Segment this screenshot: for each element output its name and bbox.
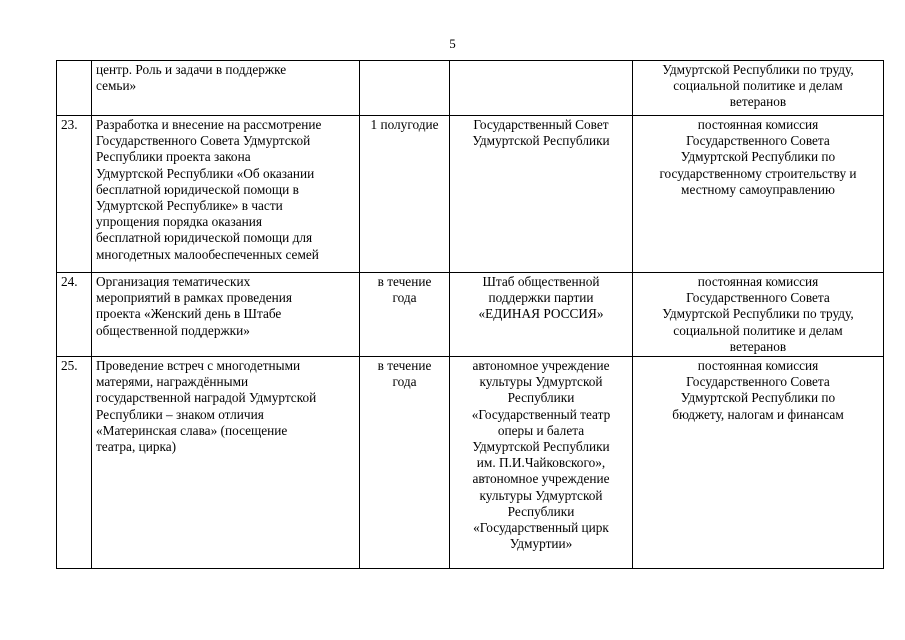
executor-text-line: культуры Удмуртской <box>479 374 603 390</box>
event-cell <box>92 357 360 569</box>
event-text-line: матерями, награждёнными <box>96 374 249 390</box>
table-body <box>57 61 884 569</box>
events-table <box>56 60 884 569</box>
row-number-cell: 23. <box>57 116 92 273</box>
page-number: 5 <box>449 36 456 51</box>
event-text-line: мероприятий в рамках проведения <box>96 290 293 306</box>
executor-cell <box>450 357 633 569</box>
term-text-line: года <box>392 290 417 306</box>
executor-text-line: «ЕДИНАЯ РОССИЯ» <box>478 306 604 322</box>
term-cell <box>360 273 450 357</box>
event-text-line: бесплатной юридической помощи для <box>96 230 313 246</box>
event-text-line: Проведение встреч с многодетными <box>96 358 301 374</box>
executor-text-line: Республики <box>507 390 575 406</box>
responsible-cell <box>633 357 884 569</box>
executor-text-line: Штаб общественной <box>482 274 600 289</box>
executor-text-line: оперы и балета <box>497 422 585 438</box>
responsible-cell <box>633 116 884 273</box>
responsible-cell <box>633 273 884 357</box>
event-text-line: центр. Роль и задачи в поддержке <box>96 62 287 77</box>
table-row <box>57 273 884 357</box>
event-text-line: общественной поддержки» <box>96 322 250 338</box>
executor-text-line: поддержки партии <box>488 290 594 306</box>
executor-text-line: «Государственный цирк <box>473 520 609 536</box>
event-text-line: театра, цирка) <box>96 439 177 455</box>
table-row <box>57 357 884 569</box>
responsible-text-line: постоянная комиссия <box>697 274 819 289</box>
event-text-line: семьи» <box>96 78 137 94</box>
responsible-text-line: Удмуртской Республики по труду, <box>662 62 854 77</box>
executor-text-line: «Государственный театр <box>471 406 611 422</box>
executor-text-line: автономное учреждение <box>472 471 610 487</box>
responsible-text-line: ветеранов <box>729 338 787 354</box>
term-text-line: года <box>392 374 417 390</box>
responsible-cell <box>633 61 884 116</box>
executor-text-line: Государственный Совет <box>473 117 609 132</box>
responsible-text-line: Удмуртской Республики по труду, <box>662 306 854 322</box>
term-text-line: 1 полугодие <box>370 117 439 132</box>
executor-text-line: автономное учреждение <box>472 358 610 374</box>
row-number-cell: 24. <box>57 273 92 357</box>
responsible-text-line: местному самоуправлению <box>681 181 835 197</box>
row-number-cell: 25. <box>57 357 92 569</box>
responsible-text-line: Удмуртской Республики по <box>680 390 836 406</box>
executor-cell <box>450 273 633 357</box>
event-text-line: Разработка и внесение на рассмотрение <box>96 117 322 132</box>
responsible-text-line: постоянная комиссия <box>697 358 819 374</box>
executor-text-line: культуры Удмуртской <box>479 487 603 503</box>
event-text-line: «Материнская слава» (посещение <box>96 422 288 438</box>
table-row <box>57 116 884 273</box>
executor-cell <box>450 61 633 116</box>
term-cell <box>360 116 450 273</box>
term-cell <box>360 61 450 116</box>
row-number-cell <box>57 61 92 116</box>
executor-text-line: Удмуртской Республики <box>472 439 610 455</box>
event-text-line: Республики проекта закона <box>96 149 251 165</box>
responsible-text-line: государственному строительству и <box>659 165 857 181</box>
event-cell <box>92 116 360 273</box>
event-text-line: Организация тематических <box>96 274 251 289</box>
term-text-line: в течение <box>377 274 432 289</box>
responsible-text-line: бюджету, налогам и финансам <box>672 406 844 422</box>
event-text-line: проекта «Женский день в Штабе <box>96 306 282 322</box>
responsible-text-line: Удмуртской Республики по <box>680 149 836 165</box>
responsible-text-line: ветеранов <box>729 94 787 110</box>
responsible-text-line: социальной политике и делам <box>673 322 843 338</box>
event-cell <box>92 61 360 116</box>
event-text-line: Удмуртской Республики «Об оказании <box>96 165 315 181</box>
event-text-line: Республики – знаком отличия <box>96 406 264 422</box>
event-text-line: многодетных малообеспеченных семей <box>96 246 319 262</box>
responsible-text-line: Государственного Совета <box>686 290 830 306</box>
executor-text-line: Республики <box>507 503 575 519</box>
executor-text-line: Удмуртии» <box>509 536 573 552</box>
term-text-line: в течение <box>377 358 432 374</box>
executor-text-line: им. П.И.Чайковского», <box>476 455 606 471</box>
event-text-line: бесплатной юридической помощи в <box>96 181 299 197</box>
event-text-line: Государственного Совета Удмуртской <box>96 133 311 149</box>
executor-cell <box>450 116 633 273</box>
executor-text-line: Удмуртской Республики <box>472 133 610 149</box>
term-cell <box>360 357 450 569</box>
responsible-text-line: Государственного Совета <box>686 133 830 149</box>
table-row <box>57 61 884 116</box>
event-text-line: государственной наградой Удмуртской <box>96 390 317 406</box>
event-text-line: Удмуртской Республике» в части <box>96 198 283 214</box>
event-cell <box>92 273 360 357</box>
responsible-text-line: социальной политике и делам <box>673 78 843 94</box>
responsible-text-line: постоянная комиссия <box>697 117 819 132</box>
responsible-text-line: Государственного Совета <box>686 374 830 390</box>
event-text-line: упрощения порядка оказания <box>96 214 262 230</box>
